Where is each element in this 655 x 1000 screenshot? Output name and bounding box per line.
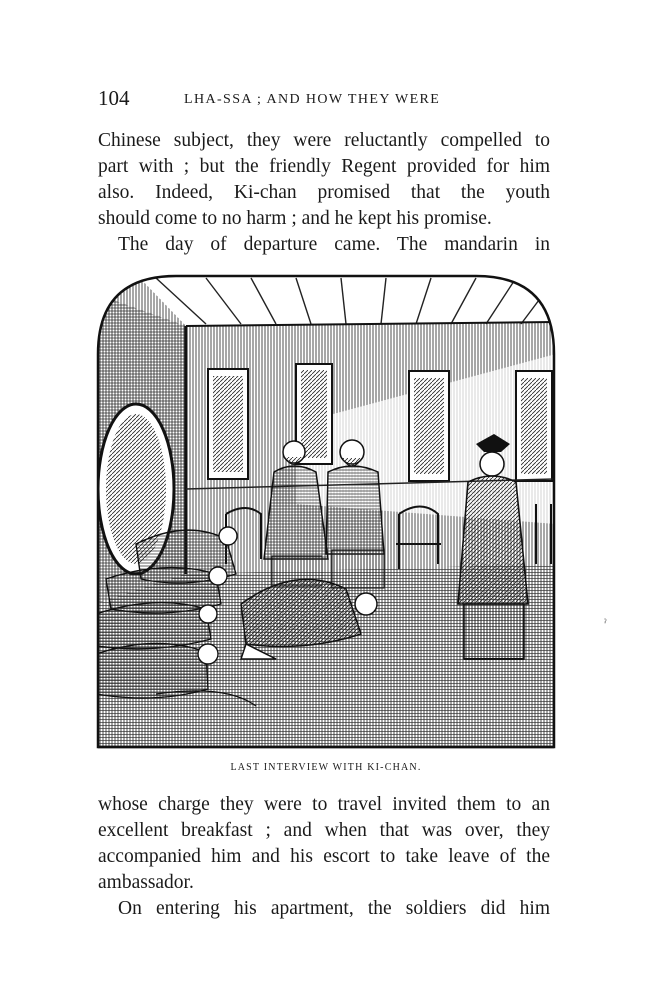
- margin-mark: ˀ: [604, 618, 607, 629]
- text-line: ambassador.: [98, 872, 194, 893]
- body-text-top: [98, 128, 550, 258]
- text-line: also. Indeed, Ki-chan promised that the youth: [98, 182, 550, 203]
- engraving-image: [96, 274, 556, 749]
- text-line: Chinese subject, they were reluctantly compelled to: [98, 130, 550, 151]
- engraving-illustration: [96, 274, 556, 749]
- figure-caption: LAST INTERVIEW WITH KI-CHAN.: [230, 762, 422, 773]
- running-head: [98, 86, 558, 112]
- text-line: excellent breakfast ; and when that was over, they: [98, 820, 550, 841]
- page-number: 104: [98, 86, 130, 110]
- body-text-bottom: [98, 792, 550, 922]
- text-line: The day of departure came. The mandarin in: [118, 234, 550, 255]
- text-line: whose charge they were to travel invited them to an: [98, 794, 550, 815]
- running-title: LHA-SSA ; AND HOW THEY WERE: [184, 92, 441, 107]
- text-line: On entering his apartment, the soldiers did him: [118, 898, 550, 919]
- text-line: accompanied him and his escort to take leave of the: [98, 846, 550, 867]
- text-line: part with ; but the friendly Regent provided for him: [98, 156, 550, 177]
- text-line: should come to no harm ; and he kept his promise.: [98, 208, 492, 229]
